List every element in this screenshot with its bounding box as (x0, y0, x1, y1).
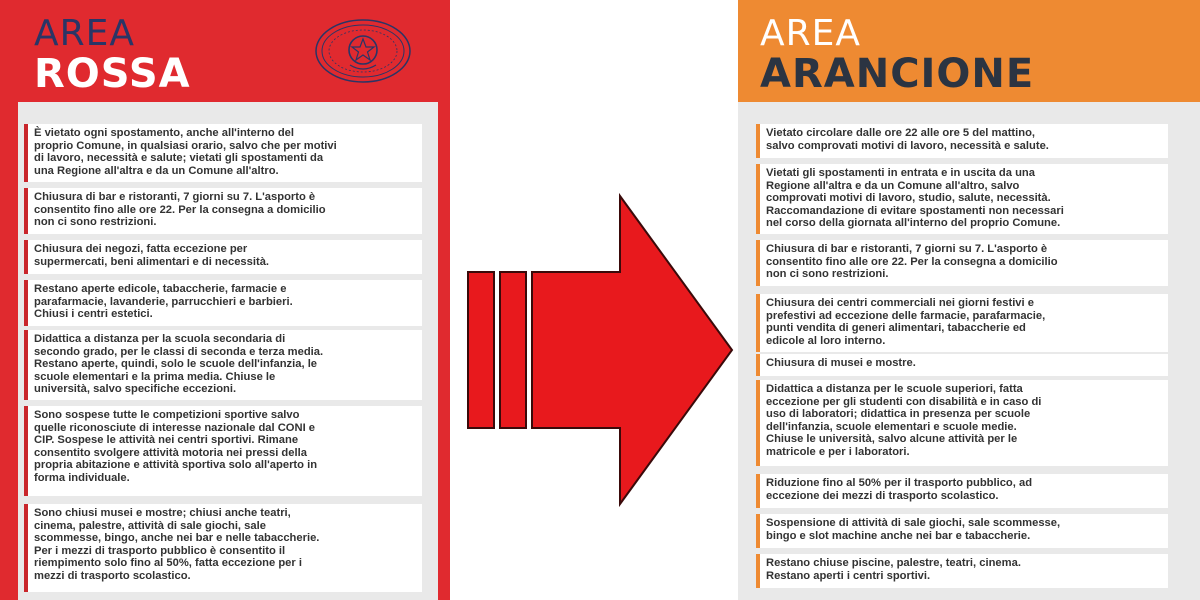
list-item: Chiusura di musei e mostre. (756, 354, 1168, 376)
right-arrow-icon (462, 186, 738, 514)
area-arancione-rules-list (738, 102, 1200, 600)
list-item: È vietato ogni spostamento, anche all'interno del proprio Comune, in qualsiasi orario, salvo che per motivi di lavoro, necessità e salute; vietati gli spostamenti da una Regione all'altra e da un Comune all'altro. (24, 124, 422, 182)
area-arancione-header (738, 0, 1200, 102)
list-item: Chiusura dei negozi, fatta eccezione per supermercati, beni alimentari e di necessità. (24, 240, 422, 274)
list-item: Didattica a distanza per la scuola secondaria di secondo grado, per le classi di seconda e terza media. Restano aperte, quindi, solo le scuole dell'infanzia, le scuole elementari e la prima media. Chiuse le università, salvo specifiche eccezioni. (24, 330, 422, 400)
area-label: AREA (34, 13, 136, 54)
zone-title-rossa: ROSSA (34, 51, 191, 97)
list-item: Chiusura dei centri commerciali nei giorni festivi e prefestivi ad eccezione delle farmacie, parafarmacie, punti vendita di generi alimentari, tabaccherie ed edicole al loro interno. (756, 294, 1168, 352)
list-item: Vietato circolare dalle ore 22 alle ore 5 del mattino, salvo comprovati motivi di lavoro, necessità e salute. (756, 124, 1168, 158)
list-item: Didattica a distanza per le scuole superiori, fatta eccezione per gli studenti con disabilità e in caso di uso di laboratori; didattica in presenza per scuole dell'infanzia, scuole elementari e scuole medie. Chiuse le università, salvo alcune attività per le matricole e per i laboratori. (756, 380, 1168, 466)
list-item: Restano chiuse piscine, palestre, teatri, cinema. Restano aperti i centri sportivi. (756, 554, 1168, 588)
italian-republic-emblem-icon (314, 18, 412, 84)
area-rossa-panel (0, 0, 450, 600)
list-item: Chiusura di bar e ristoranti, 7 giorni su 7. L'asporto è consentito fino alle ore 22. Per la consegna a domicilio non ci sono restrizioni. (24, 188, 422, 234)
area-arancione-panel (738, 0, 1200, 600)
area-label: AREA (760, 13, 862, 54)
area-rossa-header (0, 0, 450, 102)
list-item: Vietati gli spostamenti in entrata e in uscita da una Regione all'altra e da un Comune all'altro, salvo comprovati motivi di lavoro, studio, salute, necessità. Raccomandazione di evitare spostamenti non necessari nel corso della giornata all'interno del proprio Comune. (756, 164, 1168, 234)
list-item: Riduzione fino al 50% per il trasporto pubblico, ad eccezione dei mezzi di trasporto scolastico. (756, 474, 1168, 508)
list-item: Chiusura di bar e ristoranti, 7 giorni su 7. L'asporto è consentito fino alle ore 22. Per la consegna a domicilio non ci sono restrizioni. (756, 240, 1168, 286)
zone-title-arancione: ARANCIONE (760, 51, 1035, 97)
list-item: Sono sospese tutte le competizioni sportive salvo quelle riconosciute di interesse nazionale dal CONI e CIP. Sospese le attività nei centri sportivi. Rimane consentito svolgere attività motoria nei pressi della propria abitazione e attività sportiva solo all'aperto in forma individuale. (24, 406, 422, 496)
area-rossa-rules-list (18, 102, 438, 600)
list-item: Restano aperte edicole, tabaccherie, farmacie e parafarmacie, lavanderie, parrucchieri e barbieri. Chiusi i centri estetici. (24, 280, 422, 326)
list-item: Sospensione di attività di sale giochi, sale scommesse, bingo e slot machine anche nei bar e tabaccherie. (756, 514, 1168, 548)
list-item: Sono chiusi musei e mostre; chiusi anche teatri, cinema, palestre, attività di sale giochi, sale scommesse, bingo, anche nei bar e nelle tabaccherie. Per i mezzi di trasporto pubblico è consentito il riempimento solo fino al 50%, fatta eccezione per i mezzi di trasporto scolastico. (24, 504, 422, 592)
